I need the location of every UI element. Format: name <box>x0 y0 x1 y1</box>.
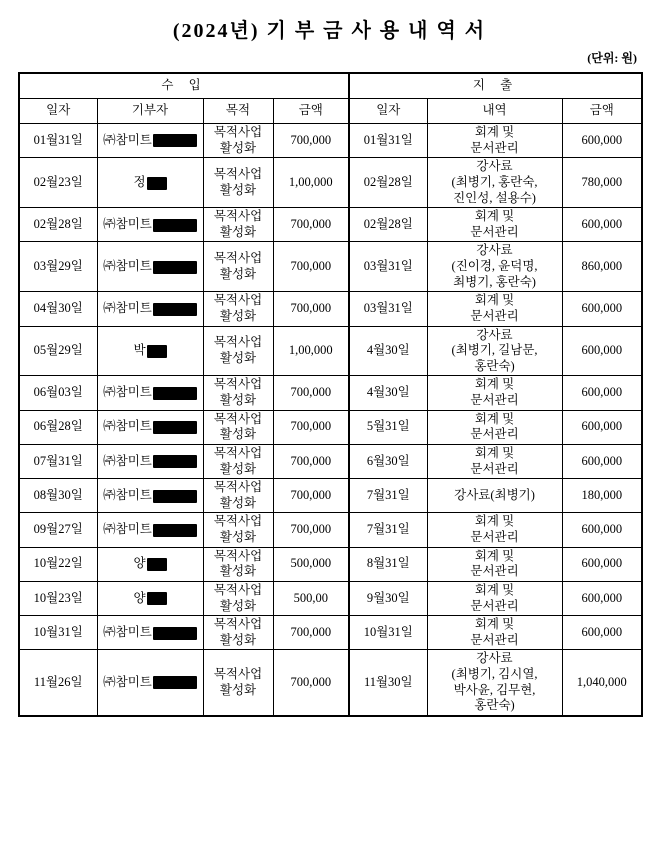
donor-name: ㈜참미트 <box>103 259 152 273</box>
cell-detail <box>427 513 562 547</box>
cell-detail <box>427 376 562 410</box>
cell-expense-amount: 180,000 <box>562 479 642 513</box>
cell-donor <box>97 479 203 513</box>
cell-income-date: 09월27일 <box>19 513 97 547</box>
donation-ledger-table <box>18 72 643 717</box>
cell-donor <box>97 376 203 410</box>
cell-income-amount: 700,000 <box>273 208 349 242</box>
cell-income-amount: 700,000 <box>273 376 349 410</box>
cell-expense-date: 4월30일 <box>349 376 427 410</box>
detail-line: 회계 및 <box>474 293 515 308</box>
detail-line: 홍란숙) <box>474 358 515 373</box>
detail-line: 강사료 <box>476 651 513 666</box>
cell-detail <box>427 292 562 326</box>
cell-detail <box>427 616 562 650</box>
detail-line: 문서관리 <box>470 530 519 544</box>
table-row <box>19 444 642 478</box>
purpose-line: 목적사업 <box>213 480 263 495</box>
detail-line: 문서관리 <box>470 461 519 476</box>
purpose-line: 활성화 <box>219 564 257 579</box>
redaction-bar <box>153 676 197 689</box>
cell-income-date: 10월22일 <box>19 547 97 581</box>
cell-detail <box>427 242 562 292</box>
detail-line: 최병기, 홍란숙) <box>453 274 536 289</box>
redaction-bar <box>153 627 197 640</box>
cell-income-amount: 500,00 <box>273 581 349 615</box>
cell-expense-date: 02월28일 <box>349 158 427 208</box>
purpose-line: 활성화 <box>219 140 257 155</box>
purpose-line: 목적사업 <box>213 514 263 529</box>
cell-detail <box>427 581 562 615</box>
cell-donor <box>97 292 203 326</box>
col-income-amount: 금액 <box>273 99 349 124</box>
purpose-line: 활성화 <box>219 427 257 442</box>
purpose-line: 활성화 <box>219 182 257 197</box>
purpose-line: 활성화 <box>219 598 257 613</box>
redaction-bar <box>153 490 197 503</box>
donor-name: ㈜참미트 <box>103 453 152 468</box>
cell-expense-date: 11월30일 <box>349 650 427 716</box>
cell-purpose <box>203 410 273 444</box>
purpose-line: 활성화 <box>219 393 257 407</box>
cell-income-date: 06월28일 <box>19 410 97 444</box>
detail-line: (진이경, 윤덕명, <box>451 259 538 273</box>
cell-donor <box>97 616 203 650</box>
cell-purpose <box>203 581 273 615</box>
cell-detail <box>427 208 562 242</box>
cell-income-date: 03월29일 <box>19 242 97 292</box>
table-row <box>19 410 642 444</box>
detail-line: 강사료 <box>476 243 513 258</box>
table-header <box>19 73 642 124</box>
group-header-row <box>19 73 642 99</box>
unit-note: (단위: 원) <box>587 51 637 65</box>
cell-expense-date: 8월31일 <box>349 547 427 581</box>
detail-line: 강사료 <box>476 159 513 174</box>
cell-expense-date: 03월31일 <box>349 292 427 326</box>
purpose-line: 목적사업 <box>213 411 263 426</box>
cell-income-amount: 700,000 <box>273 444 349 478</box>
detail-line: 문서관리 <box>470 427 519 442</box>
cell-detail <box>427 158 562 208</box>
detail-line: 회계 및 <box>474 377 515 392</box>
purpose-line: 활성화 <box>219 224 257 239</box>
col-expense-amount: 금액 <box>562 99 642 124</box>
cell-donor <box>97 124 203 158</box>
redaction-bar <box>153 219 197 232</box>
cell-detail <box>427 124 562 158</box>
cell-income-date: 05월29일 <box>19 326 97 376</box>
table-row <box>19 616 642 650</box>
table-row <box>19 158 642 208</box>
detail-line: 문서관리 <box>470 632 519 647</box>
cell-income-date: 07월31일 <box>19 444 97 478</box>
table-row <box>19 326 642 376</box>
cell-expense-amount: 600,000 <box>562 124 642 158</box>
cell-detail <box>427 444 562 478</box>
cell-detail <box>427 650 562 716</box>
cell-expense-amount: 600,000 <box>562 444 642 478</box>
purpose-line: 목적사업 <box>213 293 263 308</box>
redaction-bar <box>153 524 197 537</box>
cell-donor <box>97 326 203 376</box>
cell-income-date: 02월28일 <box>19 208 97 242</box>
cell-purpose <box>203 292 273 326</box>
redaction-bar <box>147 592 167 605</box>
cell-income-amount: 700,000 <box>273 292 349 326</box>
purpose-line: 활성화 <box>219 308 257 323</box>
cell-purpose <box>203 124 273 158</box>
redaction-bar <box>147 345 167 358</box>
detail-line: 회계 및 <box>474 514 515 529</box>
cell-expense-date: 01월31일 <box>349 124 427 158</box>
cell-income-amount: 500,000 <box>273 547 349 581</box>
purpose-line: 활성화 <box>219 495 257 510</box>
purpose-line: 목적사업 <box>213 335 263 350</box>
cell-income-amount: 700,000 <box>273 650 349 716</box>
redaction-bar <box>153 455 197 468</box>
cell-expense-amount: 600,000 <box>562 292 642 326</box>
column-header-row <box>19 99 642 124</box>
cell-detail <box>427 547 562 581</box>
redaction-bar <box>153 134 197 147</box>
cell-detail <box>427 410 562 444</box>
donor-name: ㈜참미트 <box>103 301 152 316</box>
cell-income-date: 10월23일 <box>19 581 97 615</box>
col-detail: 내역 <box>427 99 562 124</box>
purpose-line: 목적사업 <box>213 617 263 632</box>
cell-purpose <box>203 650 273 716</box>
cell-expense-date: 6월30일 <box>349 444 427 478</box>
table-row <box>19 208 642 242</box>
donor-name: ㈜참미트 <box>103 419 152 434</box>
cell-income-date: 10월31일 <box>19 616 97 650</box>
cell-donor <box>97 513 203 547</box>
donor-name: 박 <box>133 343 146 358</box>
cell-expense-amount: 600,000 <box>562 208 642 242</box>
purpose-line: 목적사업 <box>213 667 263 681</box>
purpose-line: 목적사업 <box>213 548 263 563</box>
detail-line: 회계 및 <box>474 445 515 460</box>
purpose-line: 목적사업 <box>213 377 263 392</box>
cell-purpose <box>203 376 273 410</box>
detail-line: 홍란숙) <box>474 698 515 713</box>
detail-line: 회계 및 <box>474 548 515 563</box>
cell-donor <box>97 410 203 444</box>
donor-name: ㈜참미트 <box>103 216 152 231</box>
table-row <box>19 376 642 410</box>
cell-income-amount: 1,00,000 <box>273 326 349 376</box>
table-row <box>19 124 642 158</box>
redaction-bar <box>147 558 167 571</box>
donor-name: ㈜참미트 <box>103 674 152 689</box>
redaction-bar <box>153 387 197 400</box>
cell-donor <box>97 444 203 478</box>
cell-income-date: 08월30일 <box>19 479 97 513</box>
redaction-bar <box>153 261 197 274</box>
cell-detail <box>427 479 562 513</box>
purpose-line: 활성화 <box>219 266 257 281</box>
cell-expense-amount: 600,000 <box>562 376 642 410</box>
cell-purpose <box>203 616 273 650</box>
cell-donor <box>97 650 203 716</box>
purpose-line: 활성화 <box>219 530 257 544</box>
detail-line: 강사료 <box>476 327 513 342</box>
cell-donor <box>97 158 203 208</box>
cell-income-date: 11월26일 <box>19 650 97 716</box>
purpose-line: 목적사업 <box>213 445 263 460</box>
cell-purpose <box>203 479 273 513</box>
cell-income-date: 01월31일 <box>19 124 97 158</box>
donor-name: 양 <box>133 590 146 605</box>
table-row <box>19 513 642 547</box>
detail-line: (최병기, 홍란숙, <box>451 174 538 189</box>
table-row <box>19 547 642 581</box>
document-page <box>0 14 659 860</box>
detail-line: 박사윤, 김무현, <box>453 682 536 697</box>
detail-line: 회계 및 <box>474 582 515 597</box>
purpose-line: 목적사업 <box>213 125 263 139</box>
cell-expense-amount: 860,000 <box>562 242 642 292</box>
cell-expense-amount: 600,000 <box>562 326 642 376</box>
cell-purpose <box>203 208 273 242</box>
donor-name: ㈜참미트 <box>103 487 152 502</box>
purpose-line: 활성화 <box>219 682 257 697</box>
cell-purpose <box>203 513 273 547</box>
cell-expense-date: 9월30일 <box>349 581 427 615</box>
table-row <box>19 650 642 716</box>
cell-expense-amount: 600,000 <box>562 547 642 581</box>
col-income-date: 일자 <box>19 99 97 124</box>
cell-expense-date: 7월31일 <box>349 479 427 513</box>
table-body <box>19 124 642 716</box>
cell-expense-amount: 1,040,000 <box>562 650 642 716</box>
detail-line: (최병기, 길남문, <box>451 343 538 358</box>
donor-name: ㈜참미트 <box>103 385 152 400</box>
purpose-line: 목적사업 <box>213 167 263 182</box>
purpose-line: 활성화 <box>219 461 257 476</box>
cell-expense-amount: 600,000 <box>562 616 642 650</box>
purpose-line: 목적사업 <box>213 209 263 224</box>
donor-name: 양 <box>133 556 146 571</box>
cell-expense-amount: 780,000 <box>562 158 642 208</box>
cell-expense-amount: 600,000 <box>562 581 642 615</box>
cell-donor <box>97 547 203 581</box>
cell-purpose <box>203 326 273 376</box>
detail-line: 강사료(최병기) <box>454 487 535 502</box>
purpose-line: 활성화 <box>219 632 257 647</box>
table-row <box>19 292 642 326</box>
cell-income-date: 04월30일 <box>19 292 97 326</box>
detail-line: 문서관리 <box>470 393 519 407</box>
income-group-header: 수 입 <box>19 73 349 99</box>
detail-line: 문서관리 <box>470 598 519 613</box>
cell-income-date: 06월03일 <box>19 376 97 410</box>
detail-line: 문서관리 <box>470 140 519 155</box>
redaction-bar <box>153 303 197 316</box>
page-title: (2024년) 기 부 금 사 용 내 역 서 <box>172 20 487 42</box>
detail-line: 문서관리 <box>470 564 519 579</box>
cell-detail <box>427 326 562 376</box>
cell-expense-date: 10월31일 <box>349 616 427 650</box>
detail-line: 회계 및 <box>474 411 515 426</box>
cell-income-amount: 700,000 <box>273 479 349 513</box>
donor-name: ㈜참미트 <box>103 132 152 147</box>
purpose-line: 목적사업 <box>213 582 263 597</box>
donor-name: ㈜참미트 <box>103 624 152 639</box>
cell-purpose <box>203 158 273 208</box>
cell-income-date: 02월23일 <box>19 158 97 208</box>
col-donor: 기부자 <box>97 99 203 124</box>
table-row <box>19 479 642 513</box>
cell-expense-date: 02월28일 <box>349 208 427 242</box>
cell-donor <box>97 208 203 242</box>
detail-line: 회계 및 <box>474 617 515 632</box>
cell-income-amount: 700,000 <box>273 513 349 547</box>
cell-income-amount: 700,000 <box>273 124 349 158</box>
cell-donor <box>97 242 203 292</box>
col-purpose: 목적 <box>203 99 273 124</box>
cell-income-amount: 700,000 <box>273 242 349 292</box>
cell-income-amount: 1,00,000 <box>273 158 349 208</box>
detail-line: 회계 및 <box>474 209 515 224</box>
purpose-line: 활성화 <box>219 350 257 365</box>
redaction-bar <box>147 177 167 190</box>
cell-purpose <box>203 547 273 581</box>
detail-line: 문서관리 <box>470 308 519 323</box>
donor-name: ㈜참미트 <box>103 522 152 537</box>
detail-line: 회계 및 <box>474 125 515 139</box>
redaction-bar <box>153 421 197 434</box>
detail-line: 문서관리 <box>470 224 519 239</box>
col-expense-date: 일자 <box>349 99 427 124</box>
expense-group-header: 지 출 <box>349 73 642 99</box>
cell-expense-date: 4월30일 <box>349 326 427 376</box>
cell-expense-amount: 600,000 <box>562 410 642 444</box>
cell-expense-date: 5월31일 <box>349 410 427 444</box>
cell-purpose <box>203 242 273 292</box>
purpose-line: 목적사업 <box>213 251 263 266</box>
cell-income-amount: 700,000 <box>273 410 349 444</box>
table-row <box>19 242 642 292</box>
cell-income-amount: 700,000 <box>273 616 349 650</box>
detail-line: (최병기, 김시열, <box>451 667 538 681</box>
cell-donor <box>97 581 203 615</box>
donor-name: 정 <box>133 174 146 189</box>
cell-expense-date: 03월31일 <box>349 242 427 292</box>
detail-line: 진인성, 설용수) <box>453 190 536 205</box>
cell-expense-date: 7월31일 <box>349 513 427 547</box>
table-row <box>19 581 642 615</box>
cell-purpose <box>203 444 273 478</box>
cell-expense-amount: 600,000 <box>562 513 642 547</box>
